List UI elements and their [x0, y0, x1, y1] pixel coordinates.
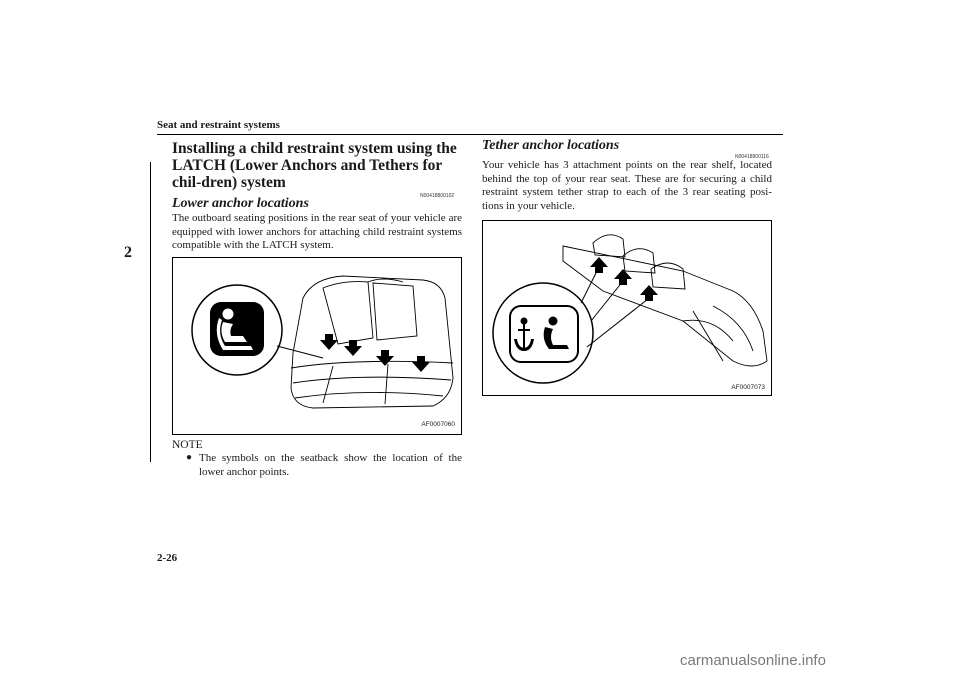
figure-code: AF0007060: [421, 421, 455, 428]
tether-reference-code: N00418900116: [735, 154, 769, 160]
watermark: carmanualsonline.info: [680, 652, 826, 669]
note-text: The symbols on the seatback show the location of the lower anchor points.: [199, 452, 462, 478]
rear-seat-illustration: [173, 258, 461, 434]
figure-code: AF0007073: [731, 384, 765, 391]
tether-anchor-paragraph: Your vehicle has 3 attachment points on the rear shelf, located behind the top of your rear seat. These are for securing a child restraint system tether strap to each of the 3 rear seating posi-tions in your vehicle.: [482, 159, 772, 212]
chapter-side-bar: [120, 162, 151, 462]
title-reference-code: N00418800102: [420, 193, 455, 199]
page-title: Installing a child restraint system using the LATCH (Lower Anchors and Tethers for chil-dren) system: [172, 140, 457, 191]
chapter-tab: 2: [124, 244, 132, 261]
rear-shelf-illustration: [483, 221, 771, 395]
lower-anchor-figure: [172, 257, 462, 435]
note-label: NOTE: [172, 439, 203, 451]
page-number: 2-26: [157, 552, 178, 564]
header-divider: [157, 134, 783, 135]
section-header: Seat and restraint systems: [157, 119, 280, 131]
note-bullet: ●: [186, 452, 193, 463]
lower-anchor-paragraph: The outboard seating positions in the rear seat of your vehicle are equipped with lower anchors for attaching child restraint systems compatible with the LATCH system.: [172, 212, 462, 251]
tether-anchor-heading: Tether anchor locations: [482, 138, 620, 153]
lower-anchor-heading: Lower anchor locations: [172, 196, 309, 211]
tether-anchor-figure: [482, 220, 772, 396]
